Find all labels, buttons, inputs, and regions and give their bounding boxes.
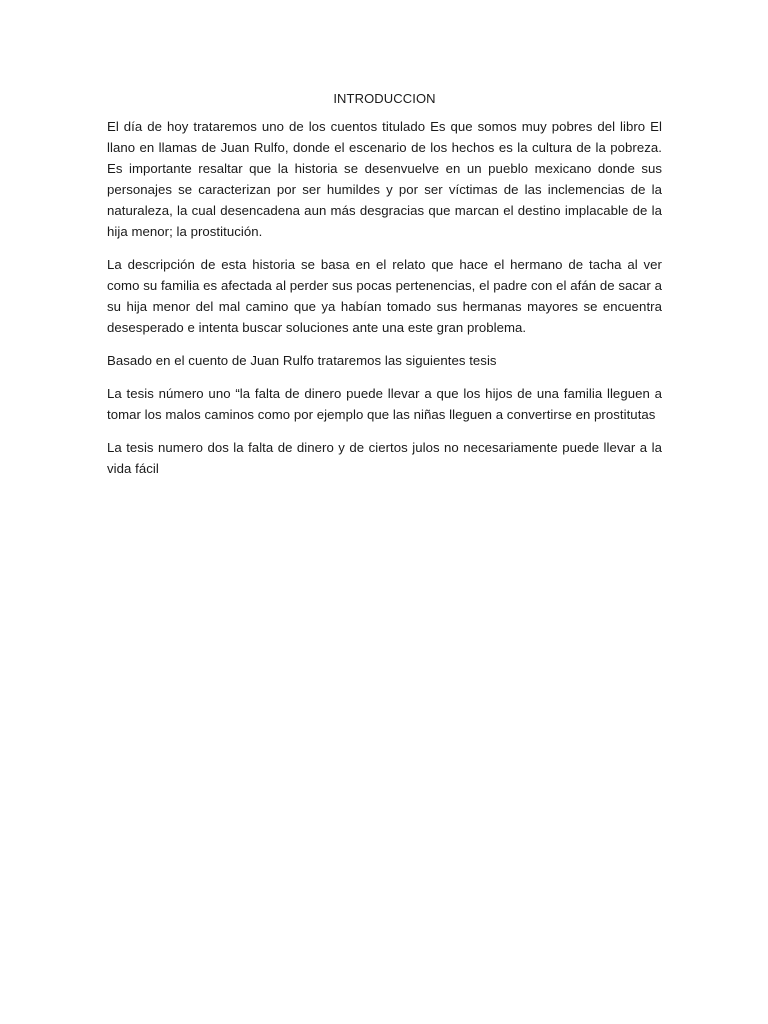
- paragraph-thesis-two: La tesis numero dos la falta de dinero y de ciertos julos no necesariamente puede llevar a la vida fácil: [107, 440, 662, 476]
- document-body: [107, 88, 662, 491]
- document-title: INTRODUCCION: [333, 91, 436, 106]
- paragraph-thesis-one: La tesis número uno “la falta de dinero puede llevar a que los hijos de una familia lleguen a tomar los malos caminos como por ejemplo que las niñas lleguen a convertirse en prostitutas: [107, 386, 662, 422]
- paragraph-description: La descripción de esta historia se basa en el relato que hace el hermano de tacha al ver como su familia es afectada al perder sus pocas pertenencias, el padre con el afán de sacar a su hija menor del mal camino que ya habían tomado sus hermanas mayores se encuentra desesperado e intenta buscar soluciones ante una este gran problema.: [107, 257, 662, 335]
- paragraph-thesis-intro: Basado en el cuento de Juan Rulfo trataremos las siguientes tesis: [107, 353, 497, 368]
- paragraph-introduction: El día de hoy trataremos uno de los cuentos titulado Es que somos muy pobres del libro El llano en llamas de Juan Rulfo, donde el escenario de los hechos es la cultura de la pobreza. Es importante resaltar que la historia se desenvuelve en un pueblo mexicano donde sus personajes se caracterizan por ser humildes y por ser víctimas de las inclemencias de la naturaleza, la cual desencadena aun más desgracias que marcan el destino implacable de la hija menor; la prostitución.: [107, 119, 662, 239]
